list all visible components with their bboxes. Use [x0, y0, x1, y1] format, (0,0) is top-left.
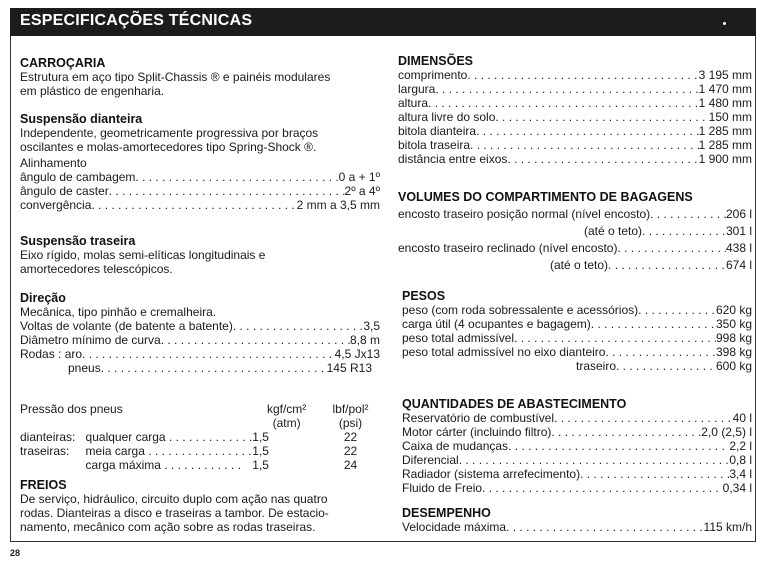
section-quantidades: [398, 397, 752, 495]
dot-leader: [135, 170, 338, 184]
dot-leader: [109, 184, 345, 198]
spec-label: Caixa de mudanças: [402, 439, 509, 453]
dot-leader: [617, 241, 726, 255]
dot-leader: [642, 224, 726, 238]
dot-leader: [495, 110, 708, 124]
text-line: amortecedores telescópicos.: [20, 262, 173, 276]
spec-label: pneus: [68, 361, 101, 375]
spec-row: [398, 467, 752, 481]
spec-value: 350 kg: [715, 317, 752, 331]
dot-leader: [428, 96, 699, 110]
spec-row: [398, 82, 752, 96]
spec-value: 1 285 mm: [698, 138, 752, 152]
spec-row: [20, 347, 380, 361]
spec-label: Rodas : aro: [20, 347, 83, 361]
unit-header: (atm): [272, 416, 301, 430]
dot-leader: [82, 347, 335, 361]
spec-row: [398, 331, 752, 345]
spec-label: Diferencial: [402, 453, 459, 467]
spec-label: bitola dianteira: [398, 124, 477, 138]
dot-leader: [514, 331, 716, 345]
text-line: Mecânica, tipo pinhão e cremalheira.: [20, 305, 217, 319]
text-line: De serviço, hidráulico, circuito duplo com ação nas quatro: [20, 492, 328, 506]
group-label: traseiras:: [20, 444, 70, 458]
spec-value: 1 900 mm: [698, 152, 752, 166]
section-heading: FREIOS: [20, 478, 67, 492]
pressure-kgf: 1,5: [252, 430, 269, 444]
spec-label: Voltas de volante (de batente a batente): [20, 319, 233, 333]
unit-header: (psi): [338, 416, 363, 430]
spec-value: 2,0 (2,5) l: [701, 425, 752, 439]
spec-row: [398, 317, 752, 331]
section-heading: PESOS: [402, 289, 446, 303]
spec-value: 40 l: [732, 411, 752, 425]
spec-value: 398 kg: [715, 345, 752, 359]
load-label: carga máxima . . . . . . . . . . . .: [85, 458, 241, 472]
section-heading: Suspensão dianteira: [20, 112, 143, 126]
spec-label: Motor cárter (incluindo filtro): [402, 425, 552, 439]
spec-row: [398, 96, 752, 110]
spec-value: 0,8 l: [729, 453, 752, 467]
dot-leader: [508, 439, 729, 453]
spec-value: 8,8 m: [349, 333, 380, 347]
load-label: meia carga . . . . . . . . . . . . . . . .: [85, 444, 252, 458]
dot-leader: [506, 520, 703, 534]
spec-value: 115 km/h: [703, 520, 752, 534]
spec-row: [398, 359, 752, 373]
spec-row: [398, 439, 752, 453]
spec-label: Radiador (sistema arrefecimento): [402, 467, 581, 481]
spec-value: 438 l: [725, 241, 752, 255]
spec-value: 4,5 Jx13: [334, 347, 380, 361]
spec-label: comprimento: [398, 68, 468, 82]
text-line: em plástico de engenharia.: [20, 84, 165, 98]
page-number: 28: [10, 548, 21, 558]
section-direcao: [20, 291, 380, 375]
dot-leader: [91, 198, 296, 212]
section-heading: Direção: [20, 291, 66, 305]
spec-row: [398, 138, 752, 152]
group-label: [20, 458, 86, 472]
table-title: Pressão dos pneus: [20, 402, 123, 416]
section-heading: QUANTIDADES DE ABASTECIMENTO: [402, 397, 627, 411]
subheading: Alinhamento: [20, 156, 87, 170]
section-heading: Suspensão traseira: [20, 234, 136, 248]
section-heading: CARROÇARIA: [20, 56, 106, 70]
spec-label: carga útil (4 ocupantes e bagagem): [402, 317, 591, 331]
pressure-psi: 22: [343, 444, 358, 458]
spec-row: [398, 425, 752, 439]
dot-leader: [616, 359, 716, 373]
section-heading: DESEMPENHO: [402, 506, 491, 520]
spec-label: Velocidade máxima: [402, 520, 507, 534]
dot-leader: [470, 138, 699, 152]
spec-label: altura livre do solo: [398, 110, 496, 124]
spec-row: [20, 170, 380, 184]
text-line: namento, mecânico com ação sobre as rodas traseiras.: [20, 520, 316, 534]
spec-label: distância entre eixos: [398, 152, 508, 166]
spec-row: [20, 319, 380, 333]
spec-value: 1 470 mm: [698, 82, 752, 96]
spec-row: [20, 198, 380, 212]
section-volumes: [398, 190, 752, 272]
spec-value: 2,2 l: [729, 439, 752, 453]
spec-value: 0,34 l: [722, 481, 752, 495]
spec-value: 206 l: [725, 207, 752, 221]
dot-leader: [459, 453, 730, 467]
section-suspensao-dianteira: [20, 112, 380, 212]
section-pressao-pneus: [20, 402, 380, 472]
spec-label: Reservatório de combustível: [402, 411, 555, 425]
dot-leader: [591, 317, 716, 331]
spec-label: peso (com roda sobressalente e acessórios): [402, 303, 639, 317]
spec-value: 2 mm a 3,5 mm: [296, 198, 380, 212]
spec-value: 674 l: [725, 258, 752, 272]
section-pesos: [398, 289, 752, 373]
pressure-psi: 22: [343, 430, 358, 444]
spec-label: Diâmetro mínimo de curva: [20, 333, 161, 347]
spec-label: altura: [398, 96, 429, 110]
spec-value: 1 285 mm: [698, 124, 752, 138]
text-line: Eixo rígido, molas semi-elíticas longitudinais e: [20, 248, 266, 262]
dot-leader: [161, 333, 350, 347]
spec-label: Fluido de Freio: [402, 481, 483, 495]
text-line: oscilantes e molas-amortecedores tipo Spring-Shock ®.: [20, 140, 317, 154]
spec-row: [398, 224, 752, 238]
group-label: dianteiras:: [20, 430, 76, 444]
unit-header: lbf/pol²: [332, 402, 369, 416]
dot-leader: [233, 319, 363, 333]
spec-value: 301 l: [725, 224, 752, 238]
spec-label: bitola traseira: [398, 138, 471, 152]
pressure-kgf: 1,5: [252, 458, 269, 472]
section-desempenho: [398, 506, 752, 534]
spec-value: 1 480 mm: [698, 96, 752, 110]
dot-leader: [608, 258, 726, 272]
section-freios: [20, 478, 380, 534]
spec-value: 3,4 l: [729, 467, 752, 481]
dot-leader: [554, 411, 733, 425]
dot-leader: [650, 207, 726, 221]
dot-leader: [467, 68, 698, 82]
spec-row: [398, 110, 752, 124]
section-heading: DIMENSÕES: [398, 54, 474, 68]
dot-leader: [507, 152, 698, 166]
spec-label: (até o teto): [550, 258, 609, 272]
spec-row: [398, 345, 752, 359]
dot-leader: [638, 303, 716, 317]
section-heading: VOLUMES DO COMPARTIMENTO DE BAGAGENS: [398, 190, 693, 204]
page-title: ESPECIFICAÇÕES TÉCNICAS: [20, 12, 253, 29]
spec-row: [20, 361, 380, 375]
text-line: Estrutura em aço tipo Split-Chassis ® e painéis modulares: [20, 70, 331, 84]
spec-row: [398, 68, 752, 82]
dot-leader: [605, 345, 716, 359]
spec-label: ângulo de caster: [20, 184, 109, 198]
spec-row: [398, 411, 752, 425]
spec-label: peso total admissível no eixo dianteiro: [402, 345, 606, 359]
spec-value: 2º a 4º: [344, 184, 380, 198]
text-line: Independente, geometricamente progressiva por braços: [20, 126, 319, 140]
header-bar: [10, 8, 756, 36]
pressure-kgf: 1,5: [252, 444, 269, 458]
spec-row: [398, 258, 752, 272]
spec-row: [398, 481, 752, 495]
spec-value: 3,5: [363, 319, 380, 333]
dot-leader: [580, 467, 729, 481]
spec-row: [398, 303, 752, 317]
tire-pressure-table: [20, 402, 380, 472]
spec-row: [20, 333, 380, 347]
pressure-psi: 24: [343, 458, 358, 472]
spec-label: ângulo de cambagem: [20, 170, 136, 184]
spec-label: encosto traseiro posição normal (nível encosto): [398, 207, 651, 221]
spec-value: 600 kg: [715, 359, 752, 373]
spec-value: 145 R13: [326, 361, 372, 375]
spec-row: [398, 207, 752, 221]
spec-value: 998 kg: [715, 331, 752, 345]
spec-row: [398, 520, 752, 534]
dot-leader: [482, 481, 723, 495]
dot-leader: [101, 361, 327, 375]
dot-leader: [476, 124, 699, 138]
spec-value: 3 195 mm: [698, 68, 752, 82]
spec-label: largura: [398, 82, 436, 96]
spec-label: (até o teto): [584, 224, 643, 238]
spec-row: [398, 152, 752, 166]
spec-value: 150 mm: [708, 110, 752, 124]
spec-row: [398, 453, 752, 467]
spec-label: traseiro: [576, 359, 617, 373]
load-label: qualquer carga . . . . . . . . . . . . .: [85, 430, 253, 444]
unit-header: kgf/cm²: [266, 402, 307, 416]
spec-label: convergência: [20, 198, 92, 212]
spec-row: [20, 184, 380, 198]
spec-row: [398, 124, 752, 138]
spec-row: [398, 241, 752, 255]
section-carrocaria: [20, 56, 380, 98]
spec-value: 620 kg: [715, 303, 752, 317]
header-dot: [723, 22, 726, 25]
spec-value: 0 a + 1º: [338, 170, 380, 184]
spec-label: encosto traseiro reclinado (nível encosto): [398, 241, 618, 255]
dot-leader: [551, 425, 701, 439]
dot-leader: [435, 82, 698, 96]
section-dimensoes: [398, 54, 752, 166]
spec-label: peso total admissível: [402, 331, 515, 345]
text-line: rodas. Dianteiras a disco e traseiras a tambor. De estacio-: [20, 506, 329, 520]
section-suspensao-traseira: [20, 234, 380, 276]
